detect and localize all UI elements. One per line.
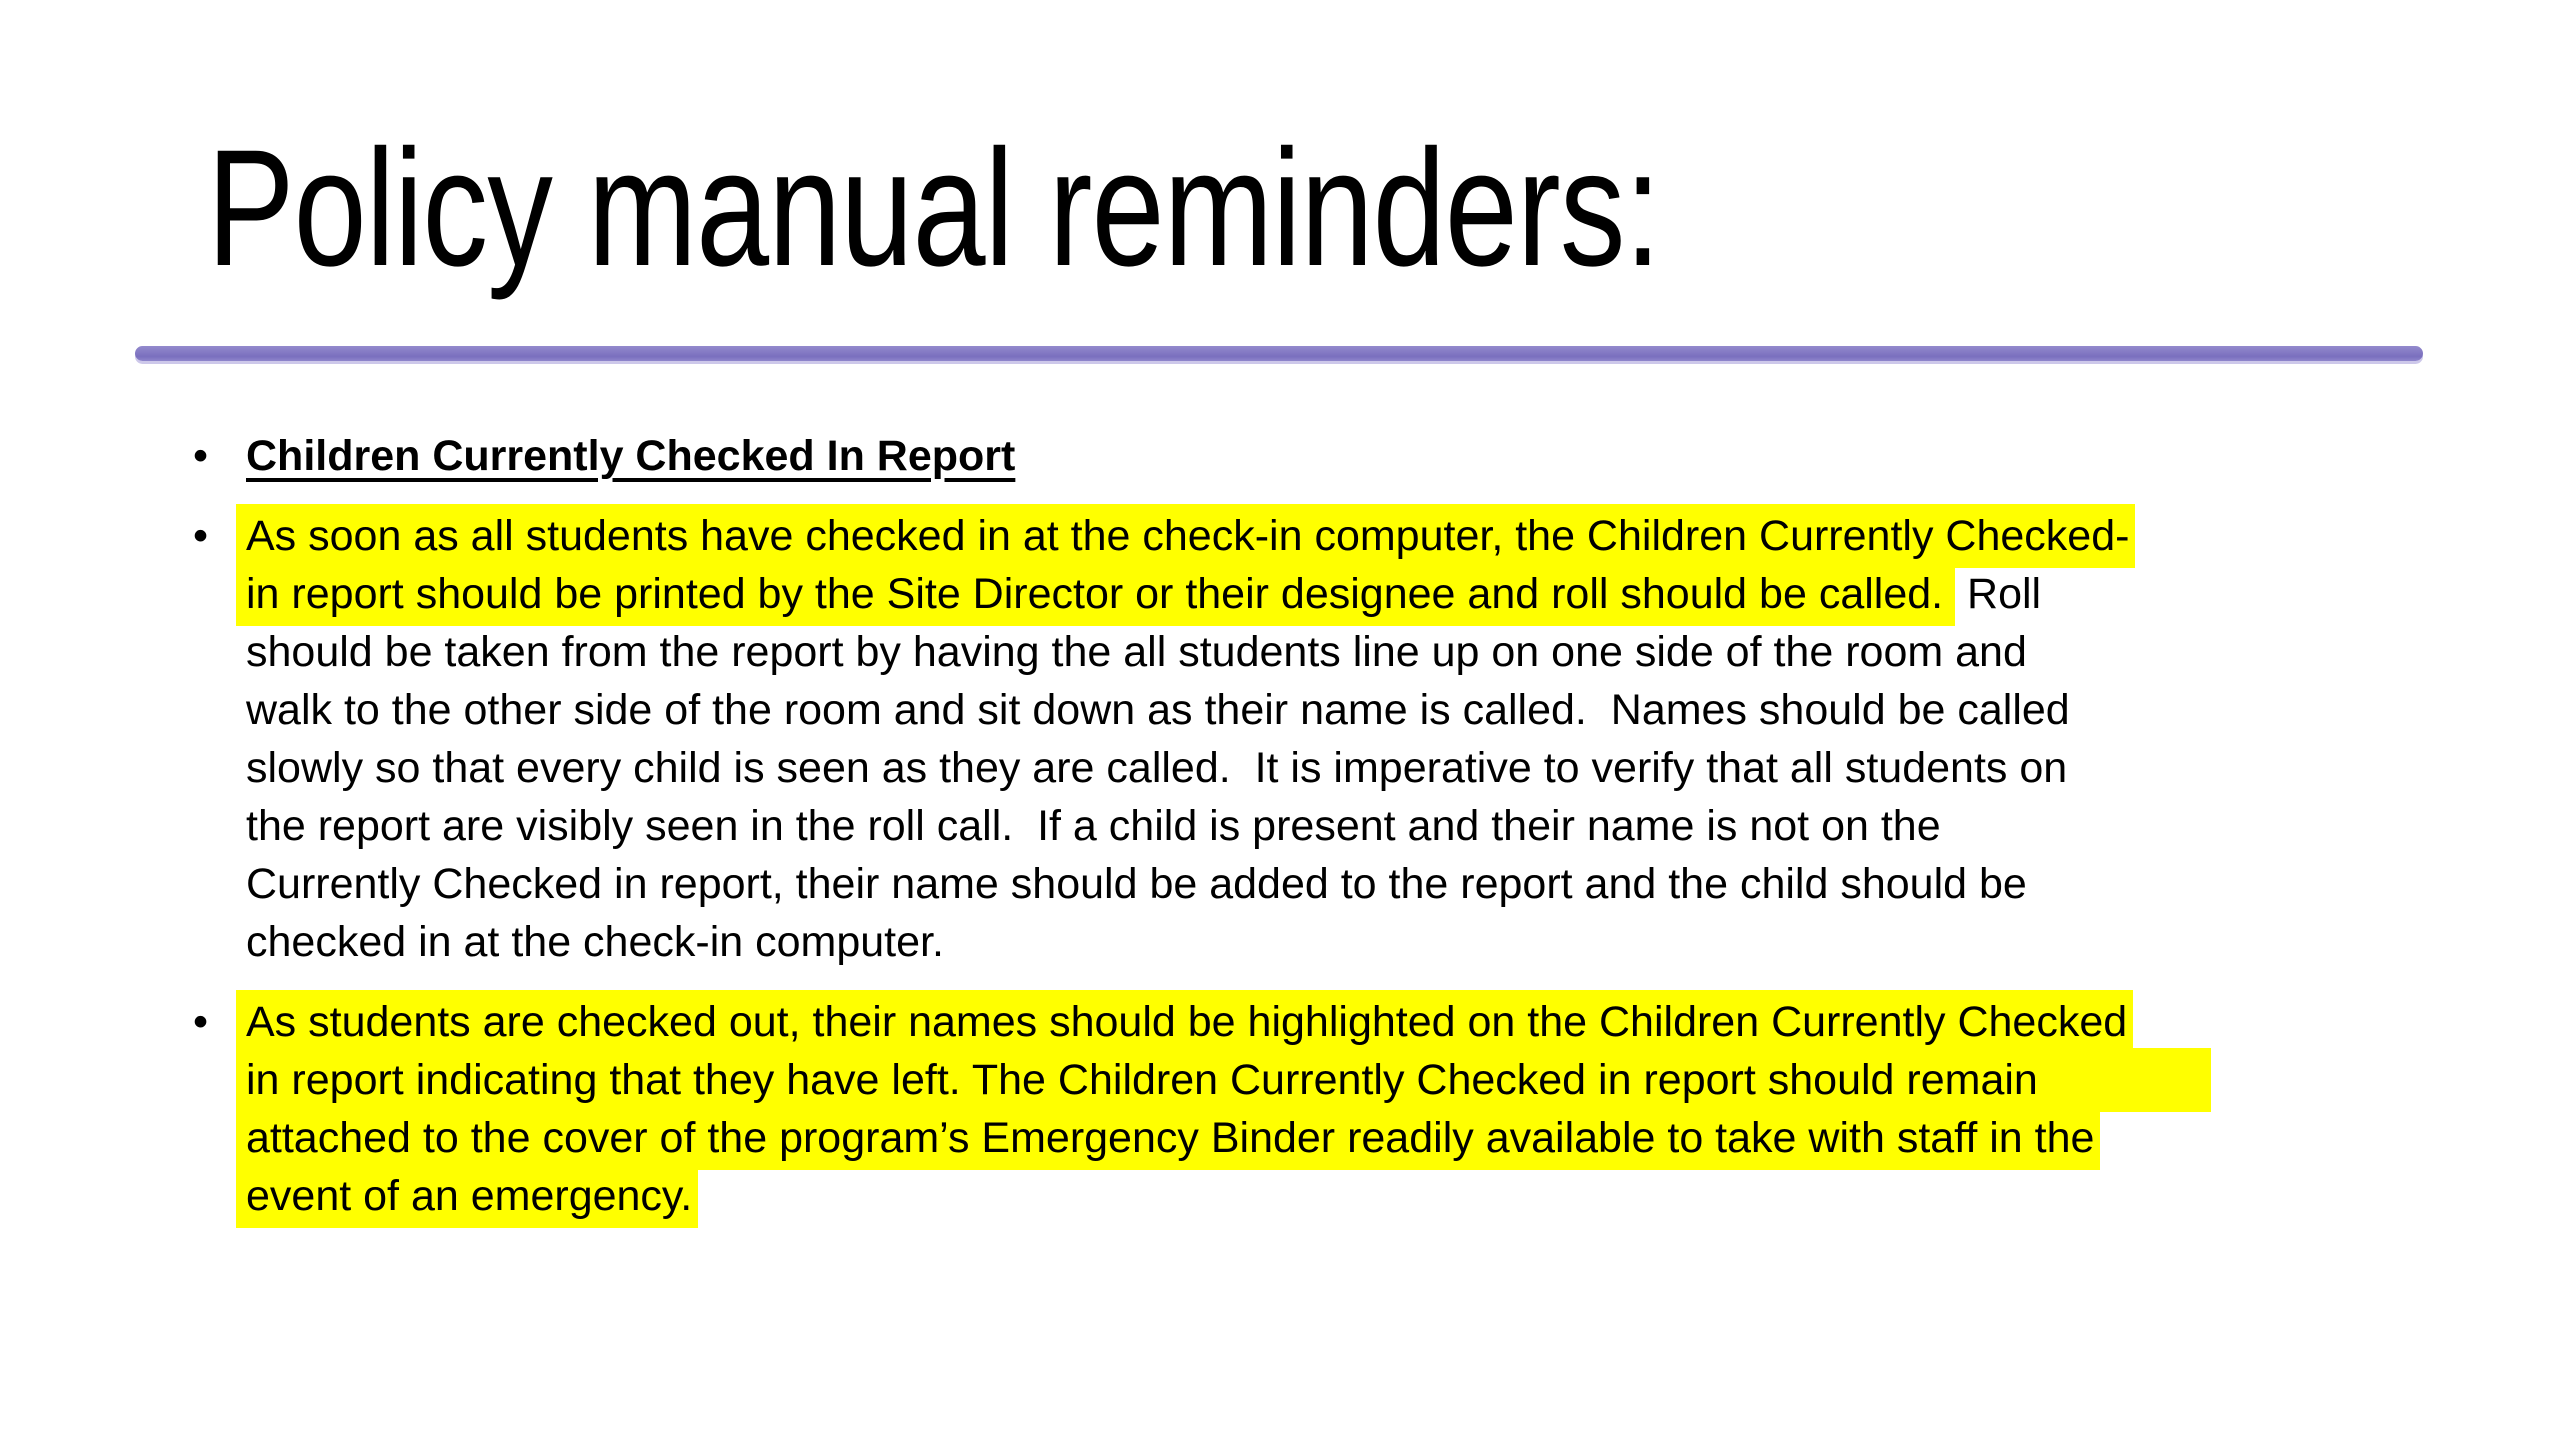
text-line: [246, 1051, 2560, 1109]
bullet-item: [0, 427, 2560, 485]
text-line: [246, 797, 2560, 855]
text-line: [246, 739, 2560, 797]
highlighted-text-segment: in report should be printed by the Site Director or their designee and roll should be called.: [236, 562, 1955, 626]
text-line: [246, 623, 2560, 681]
text-segment: slowly so that every child is seen as they are called. It is imperative to verify that all students on: [246, 744, 2068, 792]
slide-title: Policy manual reminders:: [207, 116, 1661, 301]
bullet-item: [0, 507, 2560, 971]
text-line: [246, 1109, 2560, 1167]
text-line: [246, 1167, 2560, 1225]
text-segment: the report are visibly seen in the roll call. If a child is present and their name is not on the: [246, 802, 1941, 850]
text-line: [246, 681, 2560, 739]
bullet-marker: •: [193, 432, 209, 480]
title-divider-bar: [135, 346, 2423, 361]
text-line: [246, 507, 2560, 565]
highlighted-text-segment: attached to the cover of the program’s Emergency Binder readily available to take with staff in the: [236, 1106, 2100, 1170]
text-line: [246, 913, 2560, 971]
text-line: [246, 565, 2560, 623]
bullet-list: [0, 427, 2560, 1225]
text-line: [246, 993, 2560, 1051]
text-segment: walk to the other side of the room and sit down as their name is called. Names should be called: [246, 686, 2070, 734]
bullet-item: [0, 993, 2560, 1225]
text-line: [246, 855, 2560, 913]
highlighted-text-segment: As soon as all students have checked in at the check-in computer, the Children Currently Checked-: [236, 504, 2135, 568]
bullet-marker: •: [193, 512, 209, 560]
highlighted-text-segment: As students are checked out, their names should be highlighted on the Children Currently Checked: [236, 990, 2133, 1054]
text-segment: checked in at the check-in computer.: [246, 918, 944, 966]
text-line: [246, 427, 2560, 485]
highlighted-text-segment: in report indicating that they have left. The Children Currently Checked in report should remain: [236, 1048, 2211, 1112]
highlighted-text-segment: event of an emergency.: [236, 1164, 698, 1228]
text-segment: Roll: [1955, 570, 2042, 618]
bullet-marker: •: [193, 998, 209, 1046]
text-segment: Children Currently Checked In Report: [246, 432, 1016, 480]
text-segment: should be taken from the report by having the all students line up on one side of the room and: [246, 628, 2027, 676]
text-segment: Currently Checked in report, their name should be added to the report and the child should be: [246, 860, 2027, 908]
